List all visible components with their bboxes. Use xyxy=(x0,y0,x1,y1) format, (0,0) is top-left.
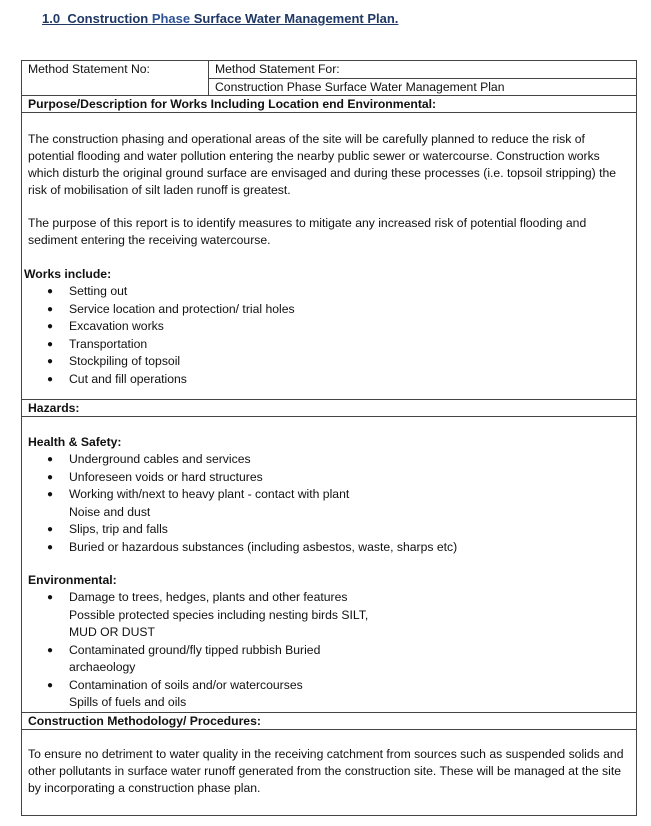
list-item: ● Contaminated ground/fly tipped rubbish Buried xyxy=(28,642,630,660)
list-item: ● Stockpiling of topsoil xyxy=(28,353,630,371)
list-item: ● Unforeseen voids or hard structures xyxy=(28,469,630,487)
list-item: ● Setting out xyxy=(28,283,630,301)
methodology-paragraph: To ensure no detriment to water quality in the receiving catchment from sources such as suspended solids and other pollutants in surface water runoff generated from the construction site. These will be managed at the site by incorporating a construction phase plan. xyxy=(28,746,624,795)
title-part-3: Surface Water Management Plan. xyxy=(190,11,399,26)
environmental-list xyxy=(28,589,630,712)
list-item: Noise and dust xyxy=(69,504,151,519)
methodology-header: Construction Methodology/ Procedures: xyxy=(22,712,637,729)
title-part-1: Construction xyxy=(67,11,152,26)
environmental-label: Environmental: xyxy=(28,573,117,587)
list-item: ● Buried or hazardous substances (including asbestos, waste, sharps etc) xyxy=(28,539,630,557)
list-item: ● Contamination of soils and/or watercourses xyxy=(28,677,630,695)
purpose-header: Purpose/Description for Works Including Location end Environmental: xyxy=(22,96,637,113)
list-item: archaeology xyxy=(69,660,136,674)
list-item: ● Working with/next to heavy plant - contact with plant xyxy=(28,486,630,504)
list-item: ● Underground cables and services xyxy=(28,451,630,469)
section-number: 1.0 xyxy=(42,11,61,26)
list-item: ● Cut and fill operations xyxy=(28,371,630,389)
ms-for-label: Method Statement For: xyxy=(209,61,637,79)
list-item: MUD OR DUST xyxy=(69,625,155,639)
ms-no-cell xyxy=(22,61,209,96)
methodology-body xyxy=(22,729,637,815)
hazards-body xyxy=(22,417,637,713)
ms-for-value: Construction Phase Surface Water Management Plan xyxy=(209,79,637,96)
list-item: Possible protected species including nesting birds SILT, xyxy=(69,607,369,622)
list-item: ● Damage to trees, hedges, plants and other features xyxy=(28,589,630,607)
document-title xyxy=(42,11,398,26)
purpose-paragraph-2: The purpose of this report is to identify measures to mitigate any increased risk of potential flooding and sediment entering the receiving watercourse. xyxy=(28,216,587,247)
list-item: Spills of fuels and oils xyxy=(69,695,187,709)
hazards-header: Hazards: xyxy=(22,400,637,417)
purpose-body xyxy=(22,113,637,400)
health-safety-label: Health & Safety: xyxy=(28,435,122,449)
list-item: ● Slips, trip and falls xyxy=(28,521,630,539)
list-item: ● Transportation xyxy=(28,336,630,354)
list-item: ● Service location and protection/ trial holes xyxy=(28,301,630,319)
title-part-2: Phase xyxy=(151,11,191,26)
method-statement-table xyxy=(21,60,637,816)
works-include-label: Works include: xyxy=(24,267,112,281)
works-list xyxy=(28,283,630,388)
purpose-paragraph-1: The construction phasing and operational areas of the site will be carefully planned to reduce the risk of potential flooding and water pollution entering the nearby public sewer or watercourse. Construction works which disturb the original ground surface are envisaged and during these processes (i.e. topsoil stripping) the risk of mobilisation of silt laden runoff is greatest. xyxy=(28,132,617,197)
health-safety-list xyxy=(28,451,630,556)
ms-no-label: Method Statement No: xyxy=(28,62,150,76)
list-item: ● Excavation works xyxy=(28,318,630,336)
